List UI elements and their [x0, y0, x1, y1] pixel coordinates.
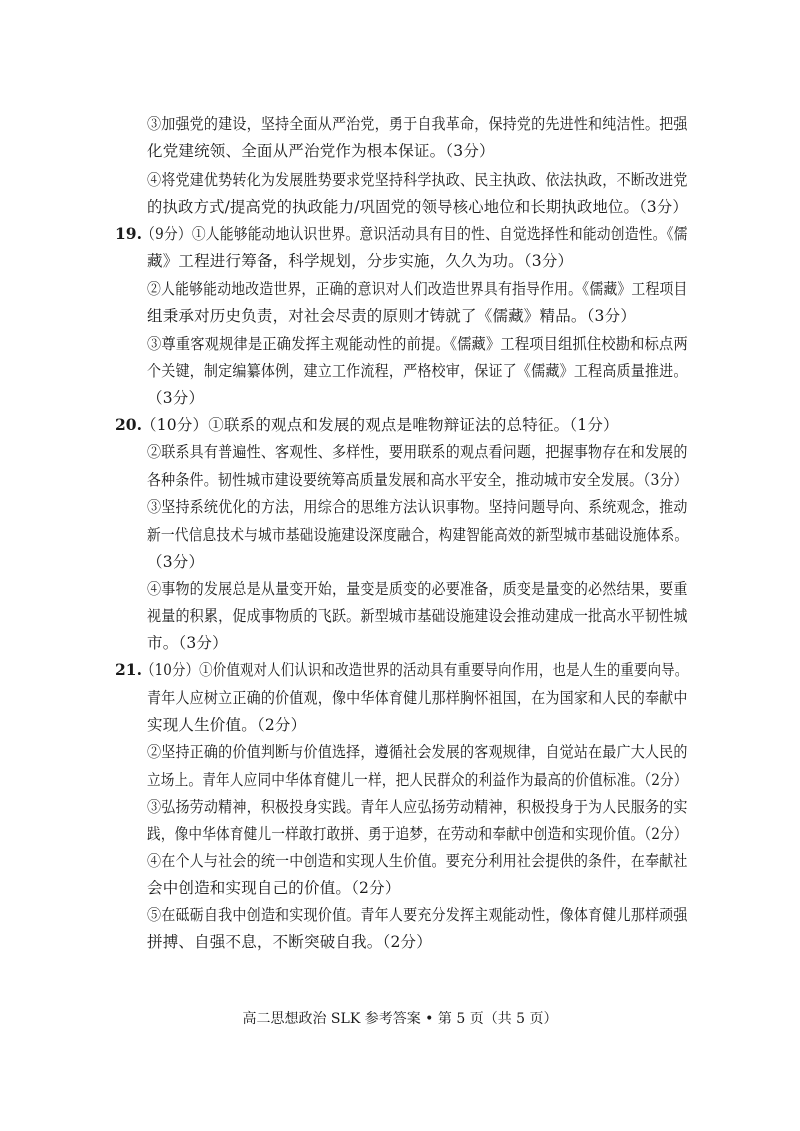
question-number-19: 19. — [115, 224, 142, 243]
text-line: （9分）①人能够能动地认识世界。意识活动具有目的性、自觉选择性和能动创造性。《儒 — [141, 225, 688, 243]
text-line: 个关键，制定编纂体例，建立工作流程，严格校审，保证了《儒藏》工程高质量推进。 — [147, 362, 688, 380]
text-line: 化党建统领、全面从严治党作为根本保证。（3分） — [147, 142, 495, 160]
text-line: ⑤在砥砺自我中创造和实现价值。青年人要充分发挥主观能动性，像体育健儿那样顽强 — [147, 906, 688, 924]
text-line: ②人能够能动地改造世界，正确的意识对人们改造世界具有指导作用。《儒藏》工程项目 — [147, 280, 688, 298]
text-line: 各种条件。韧性城市建设要统筹高质量发展和高水平安全，推动城市安全发展。（3分） — [147, 471, 688, 489]
text-line: ④事物的发展总是从量变开始，量变是质变的必要准备，质变是量变的必然结果，要重 — [147, 580, 688, 598]
text-line: （10分）①价值观对人们认识和改造世界的活动具有重要导向作用，也是人生的重要向导。 — [141, 661, 689, 679]
text-line: 组秉承对历史负责，对社会尽责的原则才铸就了《儒藏》精品。（3分） — [147, 307, 637, 325]
text-line: 市。（3分） — [147, 634, 228, 652]
text-line: 实现人生价值。（2分） — [147, 716, 307, 734]
page-footer: 高二思想政治 SLK 参考答案 • 第 5 页（共 5 页） — [242, 1011, 558, 1027]
question-number-20: 20. — [115, 415, 142, 434]
text-line: （3分） — [147, 553, 205, 571]
text-line: ②坚持正确的价值判断与价值选择，遵循社会发展的客观规律，自觉站在最广大人民的 — [147, 743, 688, 761]
text-line: （3分） — [147, 389, 205, 407]
text-line: 青年人应树立正确的价值观，像中华体育健儿那样胸怀祖国，在为国家和人民的奉献中 — [147, 689, 688, 707]
text-line: 拼搏、自强不息，不断突破自我。（2分） — [147, 933, 432, 951]
text-line: ②联系具有普遍性、客观性、多样性，要用联系的观点看问题，把握事物存在和发展的 — [147, 443, 688, 461]
text-line: 的执政方式/提高党的执政能力/巩固党的领导核心地位和长期执政地位。（3分） — [147, 198, 688, 216]
question-number-21: 21. — [115, 660, 142, 679]
text-line: 会中创造和实现自己的价值。（2分） — [147, 879, 401, 897]
text-line: ③弘扬劳动精神，积极投身实践。青年人应弘扬劳动精神，积极投身于为人民服务的实 — [147, 798, 688, 816]
text-line: 视量的积累，促成事物质的飞跃。新型城市基础设施建设会推动建成一批高水平韧性城 — [147, 607, 688, 625]
text-line: ④在个人与社会的统一中创造和实现人生价值。要充分利用社会提供的条件，在奉献社 — [147, 852, 688, 870]
text-line: 立场上。青年人应同中华体育健儿一样，把人民群众的利益作为最高的价值标准。（2分） — [147, 771, 688, 789]
text-line: ③坚持系统优化的方法，用综合的思维方法认识事物。坚持问题导向、系统观念，推动 — [147, 498, 688, 516]
text-line: ③加强党的建设，坚持全面从严治党，勇于自我革命，保持党的先进性和纯洁性。把强 — [147, 115, 688, 133]
text-line: 践，像中华体育健儿一样敢打敢拼、勇于追梦，在劳动和奉献中创造和实现价值。（2分） — [147, 825, 688, 843]
text-line: ③尊重客观规律是正确发挥主观能动性的前提。《儒藏》工程项目组抓住校勘和标点两 — [147, 335, 688, 353]
text-line: 新一代信息技术与城市基础设施建设深度融合，构建智能高效的新型城市基础设施体系。 — [147, 526, 689, 544]
text-line: 藏》工程进行筹备，科学规划，分步实施，久久为功。（3分） — [147, 252, 574, 270]
text-line: ④将党建优势转化为发展胜势要求党坚持科学执政、民主执政、依法执政，不断改进党 — [147, 171, 688, 189]
text-line: （10分）①联系的观点和发展的观点是唯物辩证法的总特征。（1分） — [141, 416, 619, 434]
